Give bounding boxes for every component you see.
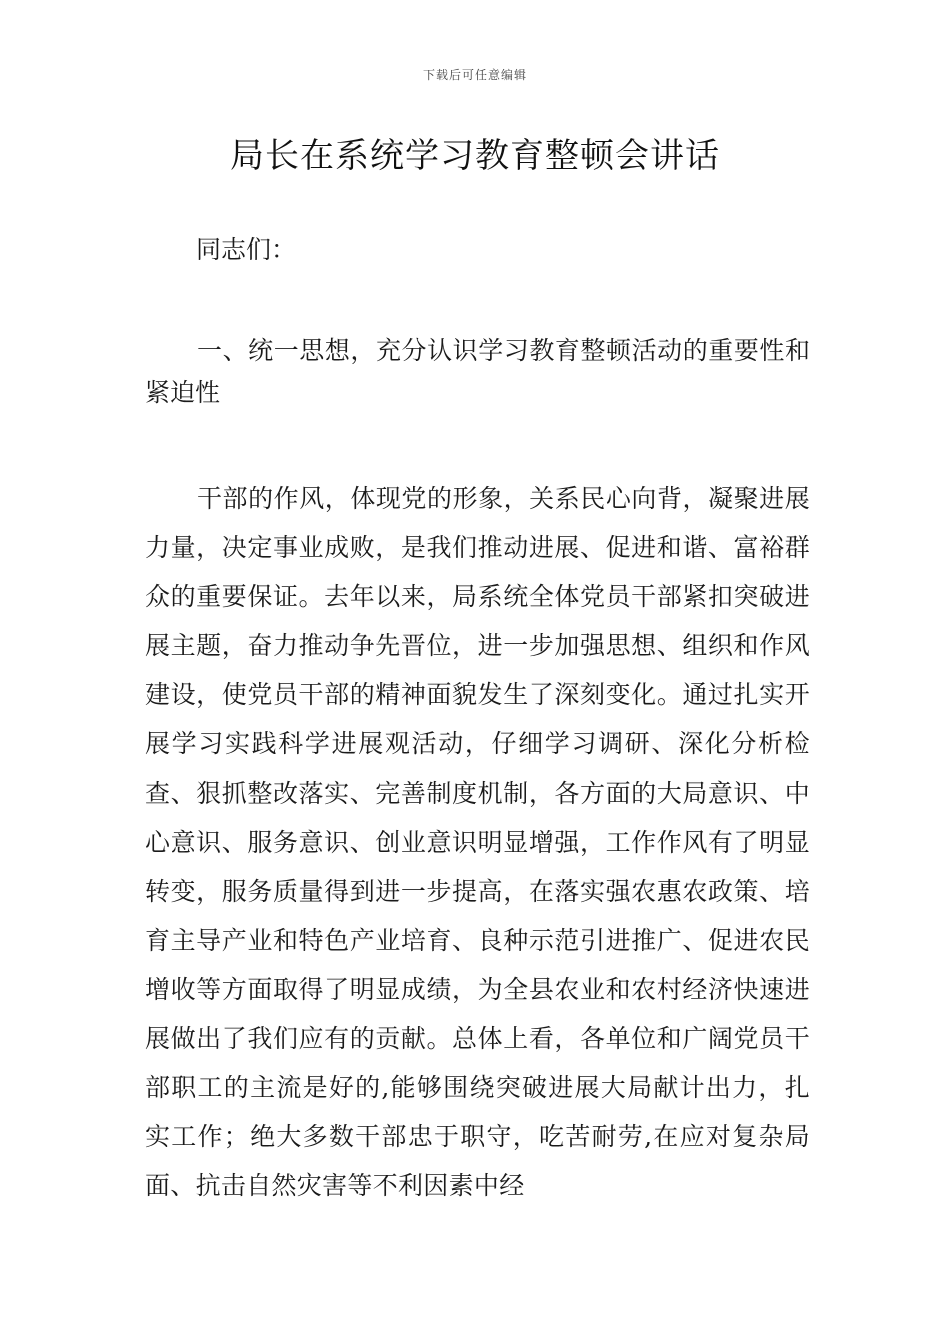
- header-note: 下载后可任意编辑: [422, 68, 527, 82]
- document-title: 局长在系统学习教育整顿会讲话: [230, 136, 720, 176]
- body-paragraph: 干部的作风，体现党的形象，关系民心向背，凝聚进展力量，决定事业成败，是我们推动进展、促进和谐、富裕群众的重要保证。去年以来，局系统全体党员干部紧扣突破进展主题，奋力推动争先晋位，进一步加强思想、组织和作风建设，使党员干部的精神面貌发生了深刻变化。通过扎实开展学习实践科学进展观活动，仔细学习调研、深化分析检查、狠抓整改落实、完善制度机制，各方面的大局意识、中心意识、服务意识、创业意识明显增强，工作作风有了明显转变，服务质量得到进一步提高，在落实强农惠农政策、培育主导产业和特色产业培育、良种示范引进推广、促进农民增收等方面取得了明显成绩，为全县农业和农村经济快速进展做出了我们应有的贡献。总体上看，各单位和广阔党员干部职工的主流是好的,能够围绕突破进展大局献计出力，扎实工作；绝大多数干部忠于职守，吃苦耐劳,在应对复杂局面、抗击自然灾害等不利因素中经: [145, 484, 810, 1201]
- section-heading: 一、统一思想，充分认识学习教育整顿活动的重要性和紧迫性: [145, 336, 810, 407]
- salutation: 同志们：: [196, 235, 297, 264]
